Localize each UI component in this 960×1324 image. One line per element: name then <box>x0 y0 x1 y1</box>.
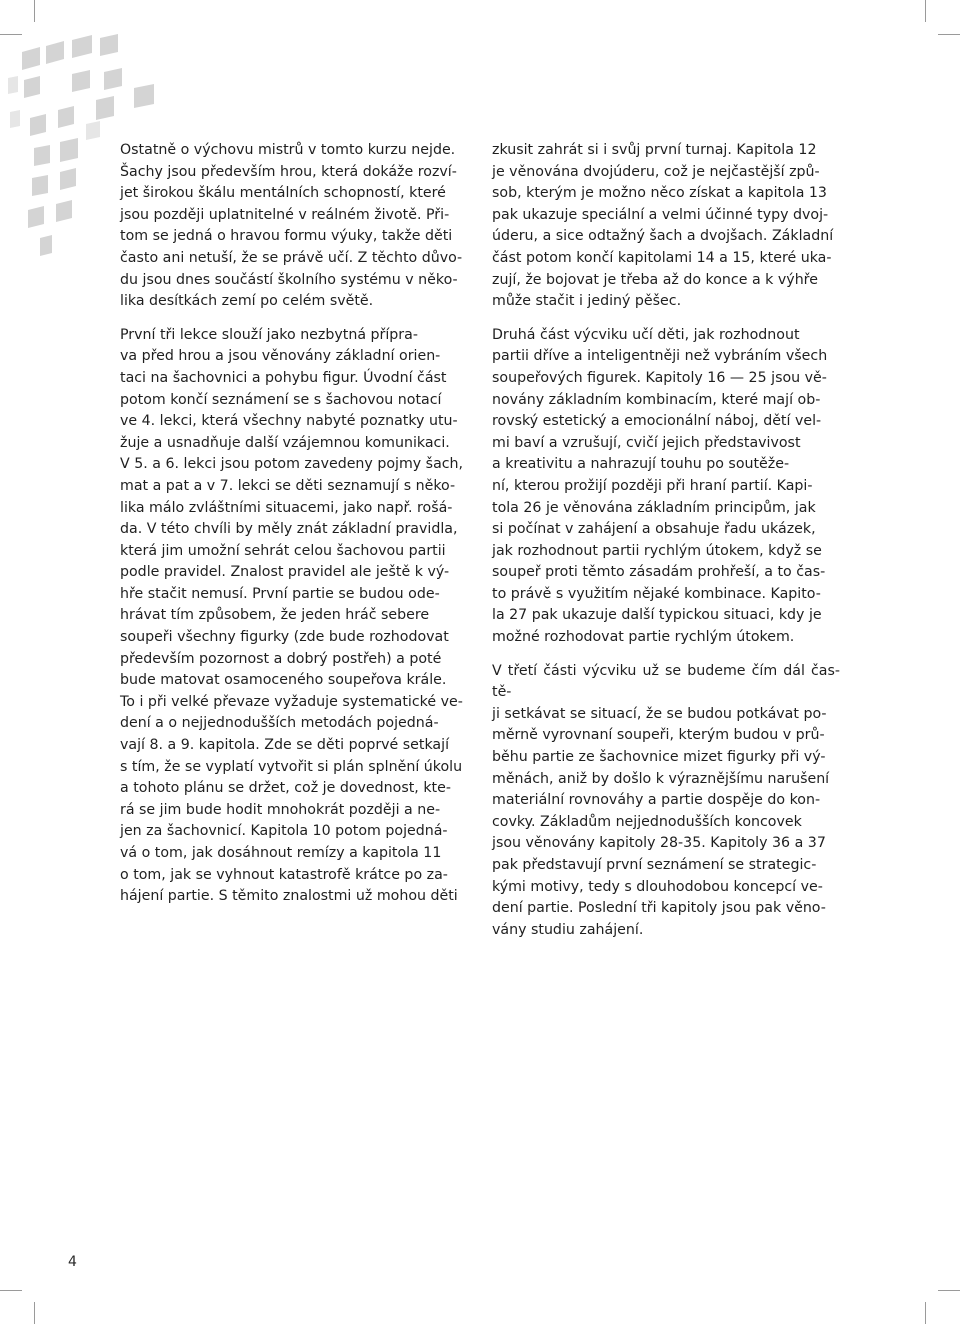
left-paragraph-1: Ostatně o výchovu mistrů v tomto kurzu nejde. Šachy jsou především hrou, která dokáže rozví- jet širokou škálu mentálních schopností, které jsou později uplatnitelné v reálném životě. Při- tom se jedná o hravou formu výuky, takže děti často ani netuší, že se právě učí. Z těchto důvo- du jsou dnes součástí školního systému v něko- lika desítkách zemí po celém světě. <box>120 142 463 310</box>
right-paragraph-2: Druhá část výcviku učí děti, jak rozhodnout partii dříve a inteligentněji než vybráním všech soupeřových figurek. Kapitoly 16 — 25 jsou vě- novány základním kombinacím, které mají ob- rovský estetický a emocionální náboj, dětí vel- mi baví a vzrušují, cvičí jejich představivost a kreativitu a nahrazují touhu po soutěže- ní, kterou prožijí později při hraní partií. Kapi- tola 26 je věnována základním principům, jak si počínat v zahájení a obsahuje řadu ukázek, jak rozhodnout partii rychlým útokem, když se soupeř proti těmto zásadám prohřeší, a to čas- to právě s využitím nějaké kombinace. Kapito- la 27 pak ukazuje další typickou situaci, kdy je možné rozhodovat partie rychlým útokem. <box>492 326 828 646</box>
left-text-column <box>120 140 468 920</box>
right-paragraph-1: zkusit zahrát si i svůj první turnaj. Kapitola 12 je věnována dvojúderu, což je nejčastější způ- sob, kterým je možno něco získat a kapitola 13 pak ukazuje speciální a velmi účinné typy dvoj- úderu, a sice odtažný šach a dvojšach. Základní část potom končí kapitolami 14 a 15, které uka- zují, že bojovat je třeba až do konce a k výhře může stačit i jediný pěšec. <box>492 142 834 310</box>
crop-mark-top-right-h <box>938 34 960 35</box>
crop-mark-top-right-v <box>925 0 926 22</box>
page-number: 4 <box>68 1254 77 1270</box>
left-paragraph-2: První tři lekce slouží jako nezbytná přípra- va před hrou a jsou věnovány základní orien- taci na šachovnici a pohybu figur. Úvodní část potom končí seznámení se s šachovou notací ve 4. lekci, která všechny nabyté poznatky utu- žuje a usnadňuje další vzájemnou komunikaci. V 5. a 6. lekci jsou potom zavedeny pojmy šach, mat a pat a v 7. lekci se děti seznamují s něko- lika málo zvláštními situacemi, jako např. rošá- da. V této chvíli by měly znát základní pravidla, která jim umožní sehrát celou šachovou partii podle pravidel. Znalost pravidel ale ještě k vý- hře stačit nemusí. První partie se budou ode- hrávat tím způsobem, že jeden hráč sebere soupeři všechny figurky (zde bude rozhodovat především pozornost a dobrý postřeh) a poté bude matovat osamoceného soupeřova krále. To i při velké převaze vyžaduje systematické ve- dení a o nejjednodušších metodách pojedná- vají 8. a 9. kapitola. Zde se děti poprvé setkají s tím, že se vyplatí vytvořit si plán splnění úkolu a tohoto plánu se držet, což je dovednost, kte- rá se jim bude hodit mnohokrát později a ne- jen za šachovnicí. Kapitola 10 potom pojedná- vá o tom, jak dosáhnout remízy a kapitola 11 o tom, jak se vyhnout katastrofě krátce po za- hájení partie. S těmito znalostmi už mohou děti <box>120 326 464 905</box>
crop-mark-bottom-right-v <box>925 1302 926 1324</box>
crop-mark-bottom-left-h <box>0 1290 22 1291</box>
crop-mark-bottom-left-v <box>34 1302 35 1324</box>
right-text-column <box>492 140 840 953</box>
right-paragraph-3: V třetí části výcviku už se budeme čím dál častě- ji setkávat se situací, že se budou potkávat po- měrně vyrovnaní soupeři, kterým budou v prů- běhu partie ze šachovnice mizet figurky při vý- měnách, aniž by došlo k výraznějšímu narušení materiální rovnováhy a partie dospěje do kon- covky. Základům nejjednodušších koncovek jsou věnovány kapitoly 28-35. Kapitoly 36 a 37 pak představují první seznámení se strategic- kými motivy, tedy s dlouhodobou koncepcí ve- dení partie. Poslední tři kapitoly jsou pak věno- vány studiu zahájení. <box>492 662 840 938</box>
crop-mark-bottom-right-h <box>938 1290 960 1291</box>
